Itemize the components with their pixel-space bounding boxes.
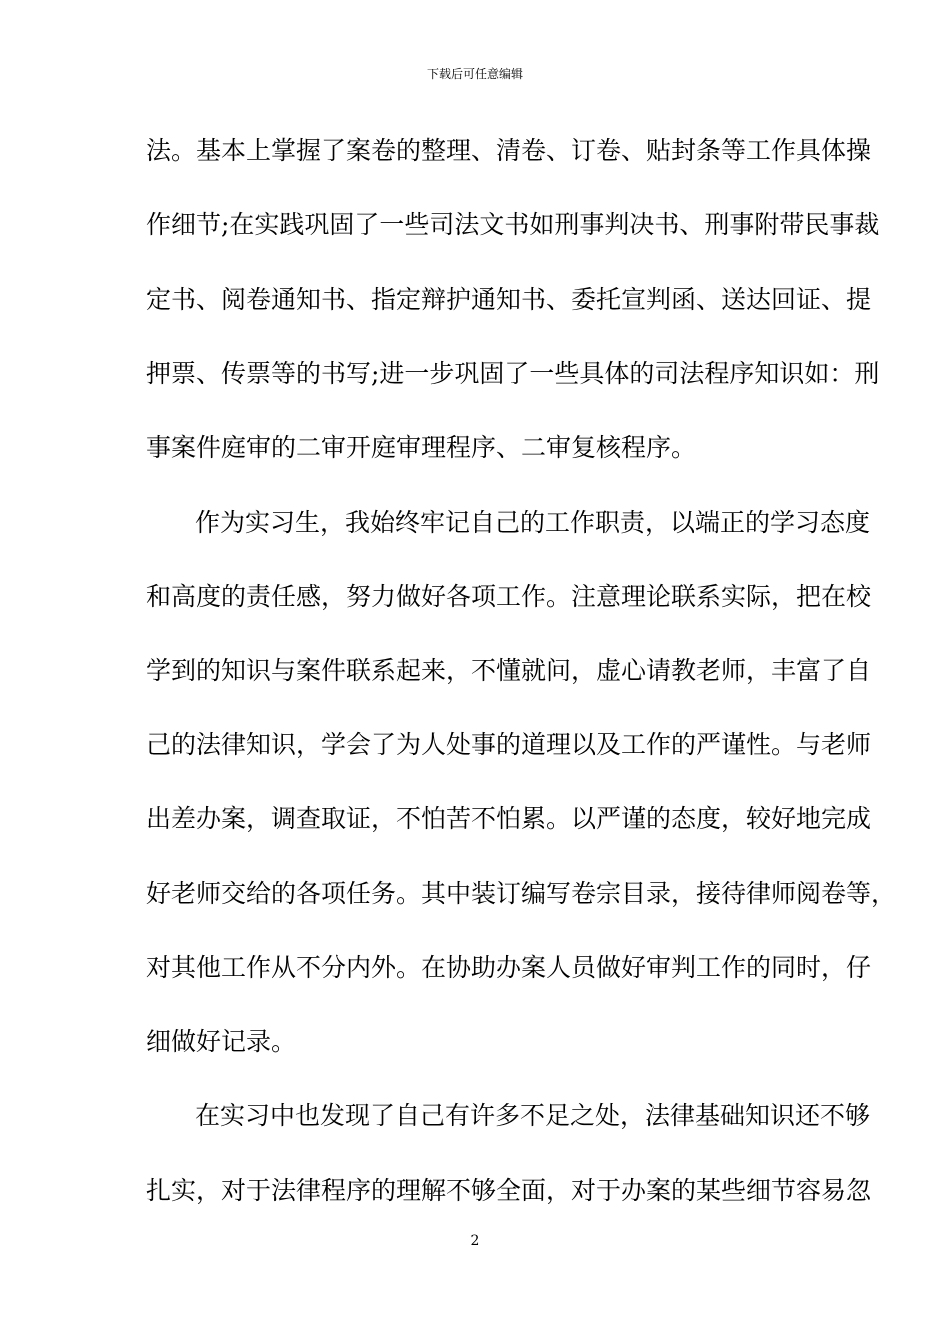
text-line: 己的法律知识，学会了为人处事的道理以及工作的严谨性。与老师 xyxy=(146,730,872,759)
page-number: 2 xyxy=(470,1233,480,1249)
text-line: 在实习中也发现了自己有许多不足之处，法律基础知识还不够 xyxy=(195,1101,871,1130)
text-line: 出差办案，调查取证，不怕苦不怕累。以严谨的态度，较好地完成 xyxy=(146,804,872,833)
text-line: 学到的知识与案件联系起来，不懂就问，虚心请教老师，丰富了自 xyxy=(146,656,872,685)
text-line: 事案件庭审的二审开庭审理程序、二审复核程序。 xyxy=(146,433,697,462)
text-line: 对其他工作从不分内外。在协助办案人员做好审判工作的同时，仔 xyxy=(146,953,872,982)
text-line: 法。基本上掌握了案卷的整理、清卷、订卷、贴封条等工作具体操 xyxy=(146,136,872,165)
text-line: 扎实，对于法律程序的理解不够全面，对于办案的某些细节容易忽 xyxy=(146,1176,872,1205)
text-line: 和高度的责任感，努力做好各项工作。注意理论联系实际，把在校 xyxy=(146,582,872,611)
page-header: 下载后可任意编辑 xyxy=(426,67,523,81)
text-line: 定书、阅卷通知书、指定辩护通知书、委托宣判函、送达回证、提 xyxy=(146,285,872,314)
text-line: 细做好记录。 xyxy=(146,1027,297,1056)
text-line: 作为实习生，我始终牢记自己的工作职责，以端正的学习态度 xyxy=(195,508,871,537)
text-line: 押票、传票等的书写;进一步巩固了一些具体的司法程序知识如：刑 xyxy=(146,359,880,388)
text-line: 作细节;在实践巩固了一些司法文书如刑事判决书、刑事附带民事裁 xyxy=(146,210,880,239)
text-line: 好老师交给的各项任务。其中装订编写卷宗目录，接待律师阅卷等， xyxy=(146,879,897,908)
